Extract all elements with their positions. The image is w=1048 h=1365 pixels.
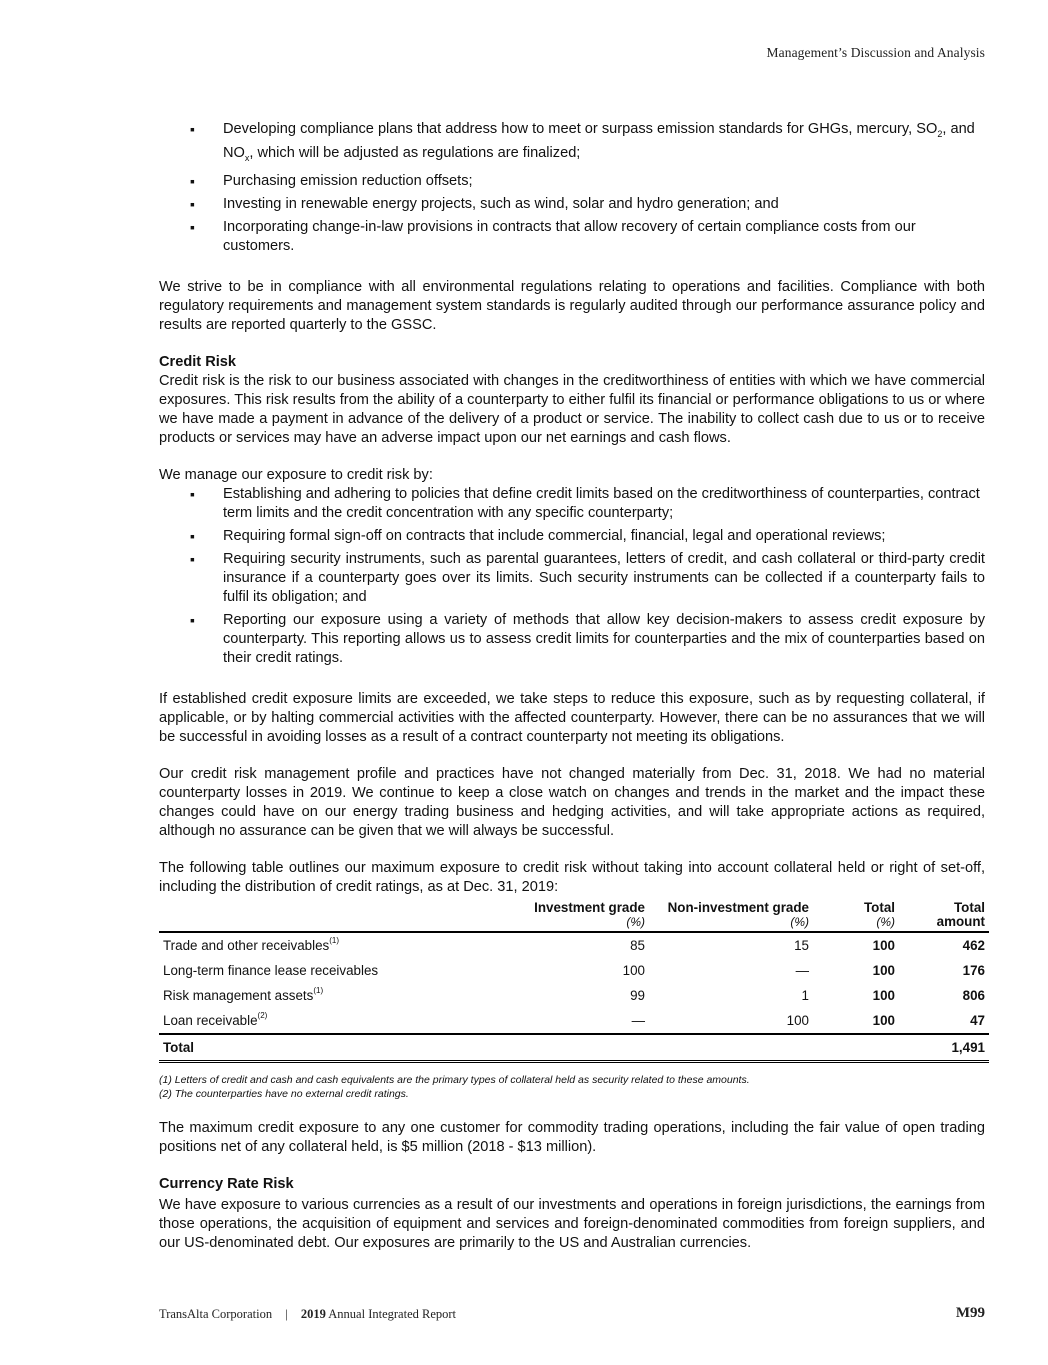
list-item: ▪ Developing compliance plans that address how to meet or surpass emission standards for GHGs, mercury, $SO_2$, and $NO_x$, which will be adjusted as regulations are finalized; xyxy=(190,121,975,163)
currency-risk-paragraph: We have exposure to various currencies as a result of our investments and operations in foreign jurisdictions, the earnings from those operations, the acquisition of equipment and services and foreign-denominated commodities from foreign suppliers, and our US-denominated debt. Our exposures are primarily to the US and Australian currencies. xyxy=(159,1196,985,1251)
max-exposure-paragraph: The maximum credit exposure to any one customer for commodity trading operations, including the fair value of open trading positions net of any collateral held, is $5 million (2018 - $13 million). xyxy=(159,1119,985,1155)
table-header-non-investment-grade: Non-investment grade (%) xyxy=(667,899,809,929)
credit-risk-intro: Credit risk is the risk to our business associated with changes in the creditworthiness of entities with which we have commercial exposures. This risk results from the ability of a counterparty to either fulfil its financial or performance obligations to us or where we have made a payment in advance of the delivery of a product or service. The inability to collect cash due to us or to receive products or services may have an adverse impact upon our net earnings and cash flows. xyxy=(159,372,985,446)
table-footnotes xyxy=(159,1073,985,1101)
currency-risk-heading: Currency Rate Risk xyxy=(159,1175,294,1192)
table-row: Loan receivable$^{(2)}$ — 100 100 47 xyxy=(159,1008,989,1034)
credit-profile-paragraph: Our credit risk management profile and practices have not changed materially from Dec. 31, 2018. We had no material counterparty losses in 2019. We continue to keep a close watch on changes and trends in the market and the impact these changes could have on our energy trading business and hedging activities, and will take appropriate actions as required, although no assurance can be given that we will always be successful. xyxy=(159,765,985,839)
footnote: (1) Letters of credit and cash and cash equivalents are the primary types of collateral held as security related to these amounts. xyxy=(159,1073,750,1086)
table-intro-paragraph: The following table outlines our maximum exposure to credit risk without taking into account collateral held or right of set-off, including the distribution of credit ratings, as at Dec. 31, 2019: xyxy=(159,859,985,895)
credit-exposure-table xyxy=(159,901,989,1063)
footnote: (2) The counterparties have no external credit ratings. xyxy=(159,1087,409,1100)
table-row: Long-term finance lease receivables 100 — 100 176 xyxy=(163,962,985,978)
credit-risk-manage-lead: We manage our exposure to credit risk by: xyxy=(159,466,433,483)
footer-year: 2019 xyxy=(300,1307,326,1321)
list-item: ▪ Requiring formal sign-off on contracts that include commercial, financial, legal and operational reviews; xyxy=(190,527,886,544)
credit-risk-bullet-list xyxy=(159,485,985,668)
table-header-row xyxy=(159,901,989,932)
list-item: ▪ Reporting our exposure using a variety of methods that allow key decision-makers to assess credit exposure by counterparty. This reporting allows us to assess credit limits for counterparties and the mix of counterparties based on their credit ratings. xyxy=(190,611,985,666)
page-footer xyxy=(159,1307,985,1322)
bullet-icon: ▪ xyxy=(190,485,195,502)
footer-separator: | xyxy=(285,1307,288,1321)
environmental-bullet-list xyxy=(159,120,985,256)
table-row: Risk management assets$^{(1)}$ 99 1 100 806 xyxy=(163,985,985,1003)
bullet-icon: ▪ xyxy=(190,527,195,544)
credit-risk-heading: Credit Risk xyxy=(159,353,237,370)
credit-limits-paragraph: If established credit exposure limits are exceeded, we take steps to reduce this exposure, such as by requesting collateral, if applicable, or by halting commercial activities with the affected counterparty. However, there can be no assurances that we will be successful in avoiding losses as a result of a contract counterparty not meeting its obligations. xyxy=(159,690,985,745)
list-item: ▪ Establishing and adhering to policies that define credit limits based on the creditworthiness of counterparties, contract term limits and the credit concentration with any specific counterparty; xyxy=(190,485,980,521)
table-row: Trade and other receivables$^{(1)}$ 85 15 100 462 xyxy=(163,935,985,953)
list-item: ▪ Investing in renewable energy projects, such as wind, solar and hydro generation; and xyxy=(190,195,779,212)
footer-company: TransAlta Corporation xyxy=(159,1307,273,1321)
list-item: ▪ Incorporating change-in-law provisions in contracts that allow recovery of certain compliance costs from our customers. xyxy=(190,218,916,254)
table-header-blank xyxy=(159,901,519,932)
bullet-icon: ▪ xyxy=(190,195,195,212)
page-number: M99 xyxy=(955,1305,985,1321)
footer-report: Annual Integrated Report xyxy=(328,1307,457,1321)
environmental-compliance-paragraph: We strive to be in compliance with all environmental regulations relating to operations and facilities. Compliance with both regulatory requirements and management system standards is regularly audited through our performance assurance policy and results are reported quarterly to the GSSC. xyxy=(159,278,985,333)
table-header-total-amount: Total amount xyxy=(936,899,985,929)
table-header-investment-grade: Investment grade (%) xyxy=(534,899,645,929)
bullet-icon: ▪ xyxy=(190,611,195,628)
list-item: ▪ Purchasing emission reduction offsets; xyxy=(190,172,473,189)
bullet-icon: ▪ xyxy=(190,172,195,189)
bullet-icon: ▪ xyxy=(190,121,195,137)
table-header-total-pct: Total (%) xyxy=(864,899,895,929)
list-item: ▪ Requiring security instruments, such as parental guarantees, letters of credit, and cash collateral or third-party credit insurance if a counterparty goes over its limits. Such security instruments can be collected if a counterparty fails to fulfil its obligation; and xyxy=(190,550,985,605)
table-total-row: Total 1,491 xyxy=(159,1034,989,1062)
main-content xyxy=(159,120,985,1253)
bullet-icon: ▪ xyxy=(190,218,195,235)
page-header-title: Management’s Discussion and Analysis xyxy=(766,45,985,60)
bullet-icon: ▪ xyxy=(190,550,195,567)
